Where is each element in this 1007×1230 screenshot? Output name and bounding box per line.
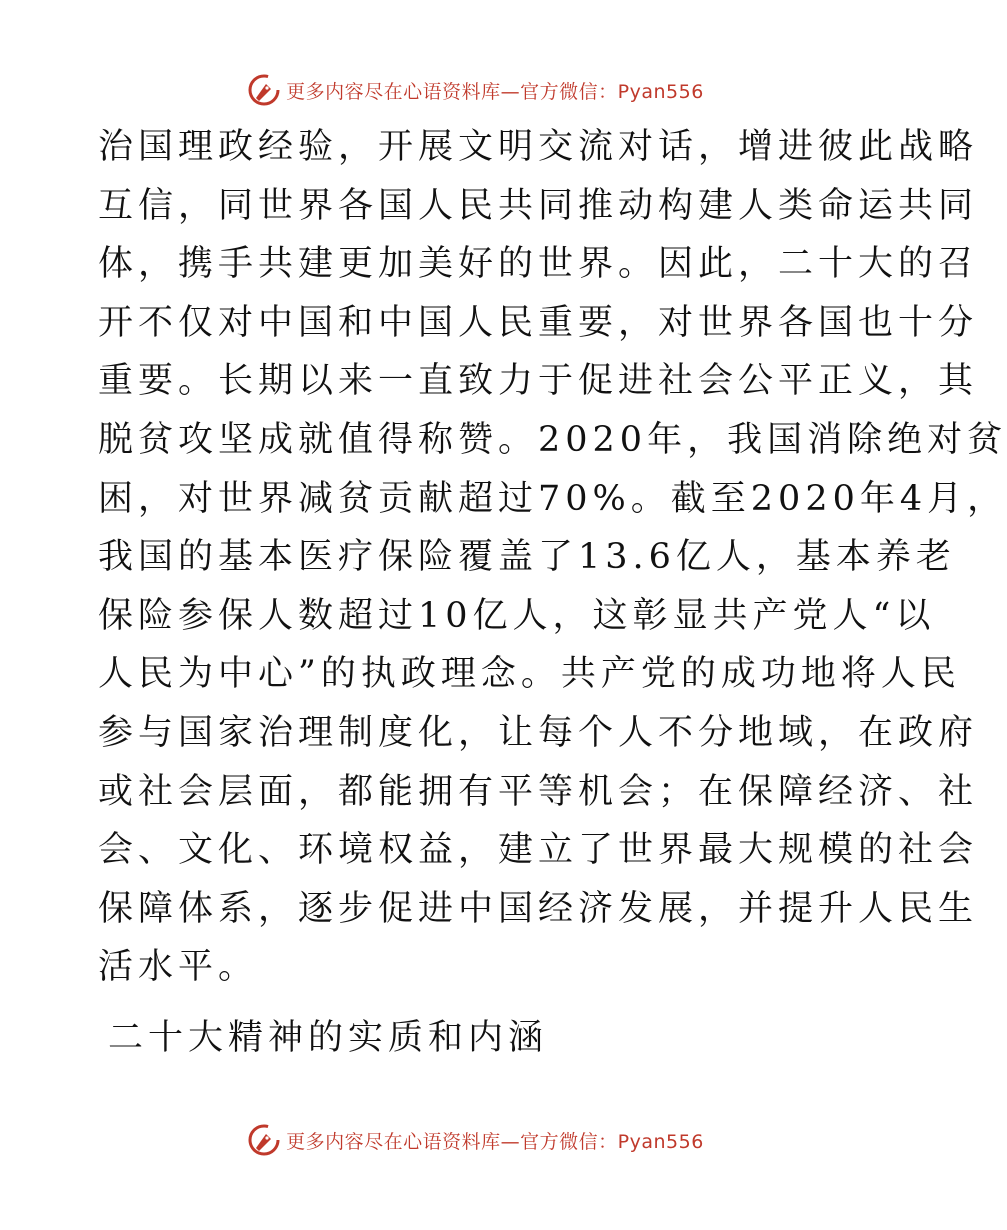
- body-line: 或社会层面，都能拥有平等机会；在保障经济、社: [98, 771, 979, 812]
- body-line: 开不仅对中国和中国人民重要，对世界各国也十分: [98, 302, 979, 343]
- pen-nib-logo-icon: [246, 72, 282, 108]
- footer-banner-text: 更多内容尽在心语资料库—官方微信：Pyan556: [286, 1130, 704, 1153]
- body-line: 互信，同世界各国人民共同推动构建人类命运共同: [98, 185, 979, 226]
- body-line: 活水平。: [98, 947, 259, 988]
- body-line: 重要。长期以来一直致力于促进社会公平正义，其: [98, 361, 979, 402]
- header-banner: [0, 68, 950, 112]
- body-line: 我国的基本医疗保险覆盖了13.6亿人，基本养老: [98, 537, 956, 578]
- header-banner-text: 更多内容尽在心语资料库—官方微信：Pyan556: [286, 80, 704, 103]
- body-line: 人民为中心”的执政理念。共产党的成功地将人民: [98, 654, 961, 695]
- body-line: 保险参保人数超过10亿人，这彰显共产党人“以: [98, 595, 936, 636]
- pen-nib-logo-icon: [246, 1122, 282, 1158]
- body-line: 会、文化、环境权益，建立了世界最大规模的社会: [98, 830, 979, 871]
- body-line: 参与国家治理制度化，让每个人不分地域，在政府: [98, 712, 979, 753]
- body-line: 治国理政经验，开展文明交流对话，增进彼此战略: [98, 127, 979, 167]
- body-line: 困，对世界减贫贡献超过70%。截至2020年4月，: [98, 478, 1007, 519]
- body-line: 保障体系，逐步促进中国经济发展，并提升人民生: [98, 888, 979, 929]
- body-line: 脱贫攻坚成就值得称赞。2020年，我国消除绝对贫: [98, 419, 1007, 460]
- section-heading: 二十大精神的实质和内涵: [108, 1018, 549, 1058]
- body-line: 体，携手共建更加美好的世界。因此，二十大的召: [98, 244, 979, 285]
- document-body: [98, 118, 1007, 997]
- footer-banner: [0, 1118, 950, 1162]
